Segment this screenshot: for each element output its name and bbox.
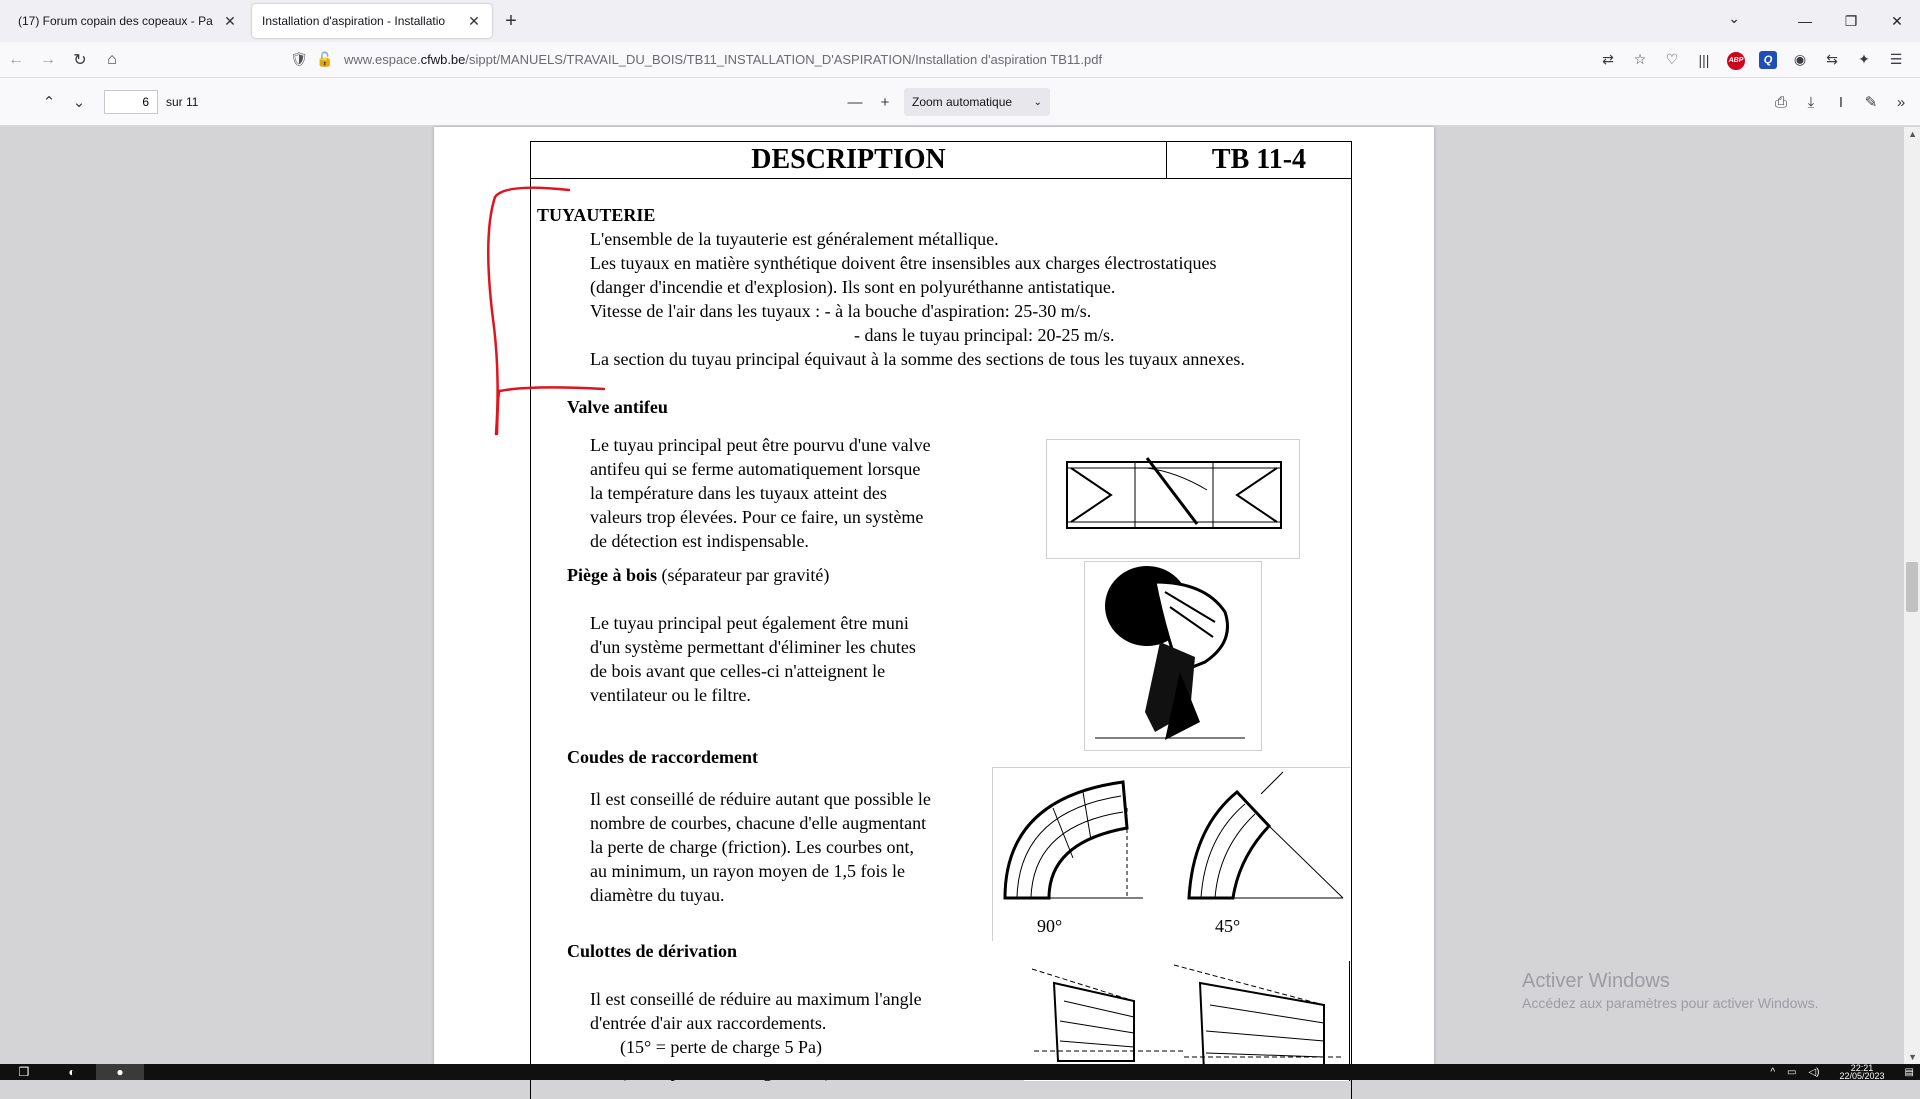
bookmark-star-icon[interactable]: ☆ <box>1633 51 1647 67</box>
paragraph-line: diamètre du tuyau. <box>590 885 725 905</box>
notifications-icon[interactable]: ▤ <box>1904 1066 1914 1078</box>
paragraph-line: Les tuyaux en matière synthétique doivent être insensibles aux charges électrostatiques <box>590 253 1217 273</box>
paragraph-line: Il est conseillé de réduire autant que possible le <box>590 789 931 809</box>
paragraph-line: - dans le tuyau principal: 20-25 m/s. <box>854 325 1115 345</box>
paragraph-line: Il est conseillé de réduire au maximum l'angle <box>590 989 922 1009</box>
draw-pen-icon[interactable]: ✎ <box>1864 94 1878 111</box>
elbows-figure <box>992 767 1350 941</box>
elbow-label-45: 45° <box>1215 916 1241 936</box>
url-domain: cfwb.be <box>420 52 466 67</box>
firefox-taskbar-icon[interactable]: ● <box>96 1064 144 1080</box>
activation-watermark <box>1522 970 1818 1011</box>
valve-figure <box>1046 439 1300 559</box>
pdf-page <box>434 127 1434 1077</box>
section-heading-piege <box>567 563 829 587</box>
paragraph-line: Vitesse de l'air dans les tuyaux : - à la bouche d'aspiration: 25-30 m/s. <box>590 301 1092 321</box>
scroll-up-arrow-icon[interactable]: ▲ <box>1908 129 1917 139</box>
wood-trap-figure <box>1084 561 1262 751</box>
app-icon[interactable]: ◐ <box>68 1065 76 1079</box>
network-icon[interactable]: ▭ <box>1787 1066 1797 1078</box>
close-icon[interactable]: ✕ <box>224 12 236 29</box>
url-text[interactable] <box>344 52 1102 67</box>
paragraph-line: de bois avant que celles-ci n'atteignent le <box>590 661 886 681</box>
new-tab-button[interactable]: + <box>505 9 517 32</box>
pdf-toolbar <box>0 78 1920 126</box>
clock-time: 22:21 <box>1850 1063 1874 1073</box>
paragraph-line: au minimum, un rayon moyen de 1,5 fois le <box>590 861 905 881</box>
url-path: /sippt/MANUELS/TRAVAIL_DU_BOIS/TB11_INSTALLATION_D'ASPIRATION/Installation d'aspiration TB11.pdf <box>465 52 1103 67</box>
q-extension-icon[interactable]: Q <box>1752 50 1784 69</box>
tab-strip <box>0 0 1920 42</box>
section-heading-valve: Valve antifeu <box>567 397 668 417</box>
paragraph-line: valeurs trop élevées. Pour ce faire, un système <box>590 507 924 527</box>
volume-icon[interactable]: ◁) <box>1808 1066 1820 1078</box>
clock[interactable] <box>1840 1064 1885 1080</box>
url-bar[interactable] <box>278 45 1580 75</box>
task-view-icon[interactable]: ❒ <box>18 1065 30 1079</box>
heading-bold: Piège à bois <box>567 565 657 585</box>
taskbar <box>0 1064 1920 1080</box>
adblock-icon[interactable]: ABP <box>1720 49 1752 70</box>
zoom-select[interactable] <box>904 88 1050 116</box>
tab-forum[interactable] <box>8 4 248 38</box>
tab-label: Installation d'aspiration - Installatio <box>262 14 446 28</box>
pdf-viewport[interactable] <box>0 127 1920 1064</box>
system-tray <box>1764 1064 1920 1080</box>
insecure-lock-icon[interactable]: 🔓 <box>316 51 334 67</box>
page-number-input[interactable] <box>104 90 158 114</box>
pocket-icon[interactable]: ♡ <box>1665 51 1679 67</box>
menu-icon[interactable]: ☰ <box>1889 51 1903 67</box>
zoom-controls <box>840 88 1050 116</box>
save-icon[interactable]: ⤓ <box>1807 93 1815 111</box>
branch-fittings-figure <box>1024 961 1350 1081</box>
toolbar-extensions <box>1592 49 1912 70</box>
page-total: sur 11 <box>166 94 199 109</box>
home-button[interactable]: ⌂ <box>107 50 117 68</box>
scroll-down-arrow-icon[interactable]: ▼ <box>1908 1052 1917 1062</box>
list-all-tabs-button[interactable]: ⌄ <box>1728 10 1740 26</box>
translate-extension-icon[interactable]: ⇆ <box>1826 51 1838 67</box>
paragraph-line: (danger d'incendie et d'explosion). Ils sont en polyuréthanne antistatique. <box>590 277 1116 297</box>
chevron-down-icon: ⌄ <box>1033 96 1042 108</box>
tab-installation-aspiration[interactable] <box>252 4 492 38</box>
paragraph-line: de détection est indispensable. <box>590 531 809 551</box>
window-controls <box>1782 0 1920 42</box>
translate-icon[interactable]: ⇄ <box>1602 51 1614 67</box>
chevron-up-icon[interactable]: ^ <box>1770 1066 1776 1078</box>
zoom-out-button[interactable]: — <box>847 93 863 111</box>
minimize-button[interactable]: — <box>1798 13 1812 29</box>
tools-menu-icon[interactable]: » <box>1896 93 1906 111</box>
section-heading-coudes: Coudes de raccordement <box>567 747 758 767</box>
reload-button[interactable]: ↻ <box>73 51 87 69</box>
paragraph-line: (15° = perte de charge 5 Pa) <box>620 1037 822 1057</box>
paragraph-line: d'entrée d'air aux raccordements. <box>590 1013 827 1033</box>
zoom-in-button[interactable]: + <box>880 93 890 111</box>
paragraph-line: antifeu qui se ferme automatiquement lorsque <box>590 459 921 479</box>
paragraph-line: nombre de courbes, chacune d'elle augmentant <box>590 813 927 833</box>
paragraph-line: Le tuyau principal peut être pourvu d'une valve <box>590 435 931 455</box>
back-button[interactable]: ← <box>8 50 24 68</box>
paragraph-line: ventilateur ou le filtre. <box>590 685 751 705</box>
header-box <box>530 141 1352 179</box>
heading-rest: (séparateur par gravité) <box>657 565 830 585</box>
url-prefix: www.espace. <box>344 52 421 67</box>
maximize-button[interactable]: ❐ <box>1844 12 1858 29</box>
zoom-value: Zoom automatique <box>912 95 1013 109</box>
eye-extension-icon[interactable]: ◉ <box>1793 51 1807 67</box>
extensions-icon[interactable]: ✦ <box>1858 51 1870 67</box>
pdf-tools <box>1766 88 1916 116</box>
vertical-scrollbar[interactable] <box>1904 127 1920 1064</box>
scroll-thumb[interactable] <box>1906 562 1918 612</box>
next-page-button[interactable]: ⌄ <box>72 93 86 111</box>
tab-label: (17) Forum copain des copeaux - Pa <box>18 14 213 28</box>
close-icon[interactable]: ✕ <box>468 12 480 29</box>
close-window-button[interactable]: ✕ <box>1891 12 1903 29</box>
forward-button[interactable]: → <box>40 50 56 68</box>
paragraph-line: Le tuyau principal peut également être muni <box>590 613 909 633</box>
watermark-subtitle: Accédez aux paramètres pour activer Windows. <box>1522 995 1819 1011</box>
watermark-title: Activer Windows <box>1522 970 1670 992</box>
previous-page-button[interactable]: ⌃ <box>42 93 56 111</box>
paragraph-line: la température dans les tuyaux atteint des <box>590 483 887 503</box>
paragraph-line: d'un système permettant d'éliminer les chutes <box>590 637 916 657</box>
header-title: DESCRIPTION <box>531 142 1167 178</box>
navigation-bar <box>0 42 1920 78</box>
header-code: TB 11-4 <box>1211 144 1307 175</box>
tracking-protection-icon[interactable]: 🛡 <box>290 51 308 67</box>
clock-date: 22/05/2023 <box>1839 1071 1885 1081</box>
section-heading-tuyauterie: TUYAUTERIE <box>537 205 656 225</box>
library-icon[interactable]: ||| <box>1698 51 1710 68</box>
paragraph-line: la perte de charge (friction). Les courbes ont, <box>590 837 915 857</box>
text-tool-icon[interactable]: I <box>1838 93 1844 111</box>
paragraph-line: La section du tuyau principal équivaut à la somme des sections de tous les tuyaux annexes. <box>590 349 1245 369</box>
print-icon[interactable]: ⎙ <box>1774 93 1787 111</box>
section-heading-culottes: Culottes de dérivation <box>567 941 737 961</box>
elbow-label-90: 90° <box>1037 916 1063 936</box>
paragraph-line: L'ensemble de la tuyauterie est généralement métallique. <box>590 229 999 249</box>
